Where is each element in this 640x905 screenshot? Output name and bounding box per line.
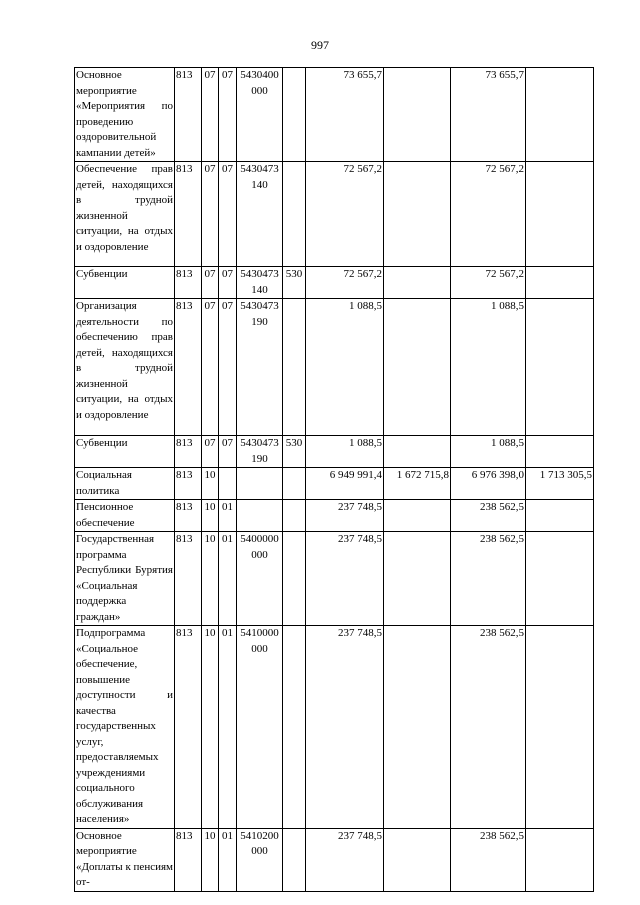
- row-sum-3: 6 976 398,0: [451, 468, 526, 500]
- row-sum-3: 73 655,7: [451, 68, 526, 162]
- row-csr: 5430400000: [237, 68, 283, 162]
- row-csr: 5410200000: [237, 828, 283, 891]
- page-number: 997: [311, 38, 329, 52]
- row-gr: 813: [175, 468, 202, 500]
- table-row: [75, 162, 594, 267]
- row-sum-1: 237 748,5: [306, 532, 384, 626]
- row-rz: 10: [202, 468, 219, 500]
- row-gr: 813: [175, 500, 202, 532]
- row-vr: [283, 500, 306, 532]
- row-name: Организация деятельности по обеспечению прав детей, находящихся в трудной жизненной ситуации, на отдых и оздоровление: [75, 299, 175, 436]
- row-name: Основное мероприятие «Доплаты к пенсиям от-: [75, 828, 175, 891]
- row-sum-2: [384, 436, 451, 468]
- row-sum-4: [526, 68, 594, 162]
- table-row: [75, 532, 594, 626]
- row-name: Пенсионное обеспечение: [75, 500, 175, 532]
- row-sum-3: 238 562,5: [451, 532, 526, 626]
- row-pr: 07: [219, 68, 237, 162]
- row-pr: 01: [219, 500, 237, 532]
- table-row: [75, 68, 594, 162]
- row-sum-2: [384, 162, 451, 267]
- row-vr: 530: [283, 436, 306, 468]
- row-sum-2: [384, 68, 451, 162]
- row-sum-3: 72 567,2: [451, 267, 526, 299]
- row-rz: 10: [202, 626, 219, 829]
- row-vr: 530: [283, 267, 306, 299]
- row-pr: 07: [219, 162, 237, 267]
- row-vr: [283, 162, 306, 267]
- row-pr: 01: [219, 532, 237, 626]
- row-gr: 813: [175, 68, 202, 162]
- row-vr: [283, 532, 306, 626]
- row-sum-2: [384, 532, 451, 626]
- row-pr: 07: [219, 299, 237, 436]
- table-row: [75, 500, 594, 532]
- row-sum-4: [526, 828, 594, 891]
- row-rz: 07: [202, 68, 219, 162]
- row-sum-4: [526, 267, 594, 299]
- table-row: [75, 267, 594, 299]
- row-sum-2: [384, 626, 451, 829]
- row-csr: 5430473140: [237, 162, 283, 267]
- row-vr: [283, 828, 306, 891]
- row-sum-2: [384, 299, 451, 436]
- row-sum-2: [384, 828, 451, 891]
- row-rz: 07: [202, 299, 219, 436]
- row-csr: [237, 468, 283, 500]
- row-gr: 813: [175, 626, 202, 829]
- row-sum-3: 1 088,5: [451, 299, 526, 436]
- row-csr: 5400000000: [237, 532, 283, 626]
- row-sum-1: 72 567,2: [306, 267, 384, 299]
- row-gr: 813: [175, 162, 202, 267]
- row-name: Подпрограмма «Социальное обеспечение, повышение доступности и качества государственных услуг, предоставляемых учреждениями социального обслуживания населения»: [75, 626, 175, 829]
- row-sum-1: 237 748,5: [306, 626, 384, 829]
- row-pr: 01: [219, 626, 237, 829]
- row-gr: 813: [175, 299, 202, 436]
- row-sum-1: 237 748,5: [306, 828, 384, 891]
- row-pr: 07: [219, 267, 237, 299]
- row-sum-4: [526, 436, 594, 468]
- row-sum-2: [384, 267, 451, 299]
- row-rz: 10: [202, 532, 219, 626]
- row-vr: [283, 626, 306, 829]
- row-sum-1: 6 949 991,4: [306, 468, 384, 500]
- row-sum-4: [526, 299, 594, 436]
- row-sum-4: 1 713 305,5: [526, 468, 594, 500]
- row-pr: [219, 468, 237, 500]
- row-csr: [237, 500, 283, 532]
- row-vr: [283, 68, 306, 162]
- row-gr: 813: [175, 267, 202, 299]
- table-row: [75, 299, 594, 436]
- row-gr: 813: [175, 828, 202, 891]
- row-sum-4: [526, 626, 594, 829]
- row-gr: 813: [175, 532, 202, 626]
- row-name: Субвенции: [75, 267, 175, 299]
- row-sum-3: 1 088,5: [451, 436, 526, 468]
- row-sum-1: 72 567,2: [306, 162, 384, 267]
- table-row: [75, 436, 594, 468]
- row-sum-3: 72 567,2: [451, 162, 526, 267]
- row-rz: 07: [202, 436, 219, 468]
- budget-table: [74, 67, 594, 892]
- row-sum-2: 1 672 715,8: [384, 468, 451, 500]
- row-csr: 5410000000: [237, 626, 283, 829]
- row-sum-1: 1 088,5: [306, 299, 384, 436]
- row-sum-4: [526, 532, 594, 626]
- row-name: Основное мероприятие «Мероприятия по проведению оздоровительной кампании детей»: [75, 68, 175, 162]
- row-vr: [283, 468, 306, 500]
- table-row: [75, 626, 594, 829]
- row-sum-3: 238 562,5: [451, 828, 526, 891]
- row-rz: 07: [202, 162, 219, 267]
- row-csr: 5430473190: [237, 299, 283, 436]
- row-name: Социальная политика: [75, 468, 175, 500]
- row-vr: [283, 299, 306, 436]
- row-sum-3: 238 562,5: [451, 626, 526, 829]
- row-name: Субвенции: [75, 436, 175, 468]
- row-sum-1: 73 655,7: [306, 68, 384, 162]
- row-pr: 07: [219, 436, 237, 468]
- row-rz: 07: [202, 267, 219, 299]
- row-rz: 10: [202, 500, 219, 532]
- row-sum-1: 1 088,5: [306, 436, 384, 468]
- row-name: Обеспечение прав детей, находящихся в трудной жизненной ситуации, на отдых и оздоровление: [75, 162, 175, 267]
- row-sum-1: 237 748,5: [306, 500, 384, 532]
- row-rz: 10: [202, 828, 219, 891]
- row-pr: 01: [219, 828, 237, 891]
- row-name: Государственная программа Республики Бурятия «Социальная поддержка граждан»: [75, 532, 175, 626]
- budget-table-body: [75, 68, 594, 892]
- row-csr: 5430473190: [237, 436, 283, 468]
- row-sum-2: [384, 500, 451, 532]
- row-csr: 5430473140: [237, 267, 283, 299]
- table-row: [75, 828, 594, 891]
- table-row: [75, 468, 594, 500]
- row-gr: 813: [175, 436, 202, 468]
- row-sum-4: [526, 500, 594, 532]
- row-sum-3: 238 562,5: [451, 500, 526, 532]
- row-sum-4: [526, 162, 594, 267]
